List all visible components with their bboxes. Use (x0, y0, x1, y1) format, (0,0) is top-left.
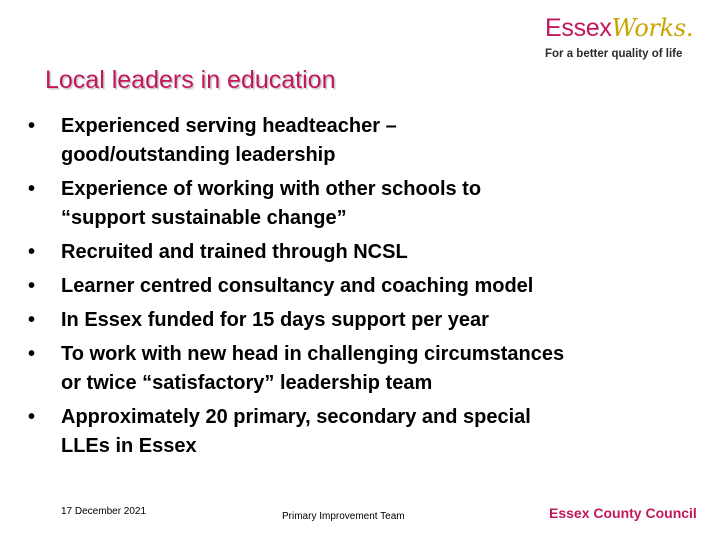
bullet-item (28, 306, 698, 335)
bullet-item (28, 272, 698, 301)
bullet-item (28, 238, 698, 267)
logo-works-text: Works. (611, 14, 694, 42)
bullet-text: Recruited and trained through NCSL (61, 241, 408, 263)
bullet-marker: • (28, 309, 36, 331)
bullet-marker: • (28, 178, 36, 200)
essexworks-logo (545, 14, 705, 74)
bullet-text: To work with new head in challenging circumstances or twice “satisfactory” leadership team (61, 343, 565, 394)
bullet-marker: • (28, 241, 36, 263)
bullet-text: In Essex funded for 15 days support per year (61, 309, 489, 331)
bullet-marker: • (28, 406, 36, 428)
bullet-text: Approximately 20 primary, secondary and special LLEs in Essex (61, 406, 531, 457)
bullet-text: Experience of working with other schools to “support sustainable change” (61, 178, 482, 229)
slide-title: Local leaders in education (45, 66, 336, 94)
council-logo: Essex County Council (549, 505, 697, 521)
bullet-text: Experienced serving headteacher – good/outstanding leadership (61, 115, 397, 166)
logo-essex-text: Essex (545, 14, 612, 42)
bullet-item (28, 403, 698, 461)
footer-team: Primary Improvement Team (282, 511, 405, 522)
footer-date: 17 December 2021 (61, 506, 147, 517)
bullet-item (28, 112, 698, 170)
bullet-text: Learner centred consultancy and coaching model (61, 275, 534, 297)
bullet-marker: • (28, 275, 36, 297)
bullet-item (28, 340, 698, 398)
bullet-marker: • (28, 343, 36, 365)
logo-tagline: For a better quality of life (545, 48, 683, 60)
bullet-marker: • (28, 115, 36, 137)
bullet-list (28, 112, 698, 466)
bullet-item (28, 175, 698, 233)
logo-wordmark (545, 14, 705, 42)
